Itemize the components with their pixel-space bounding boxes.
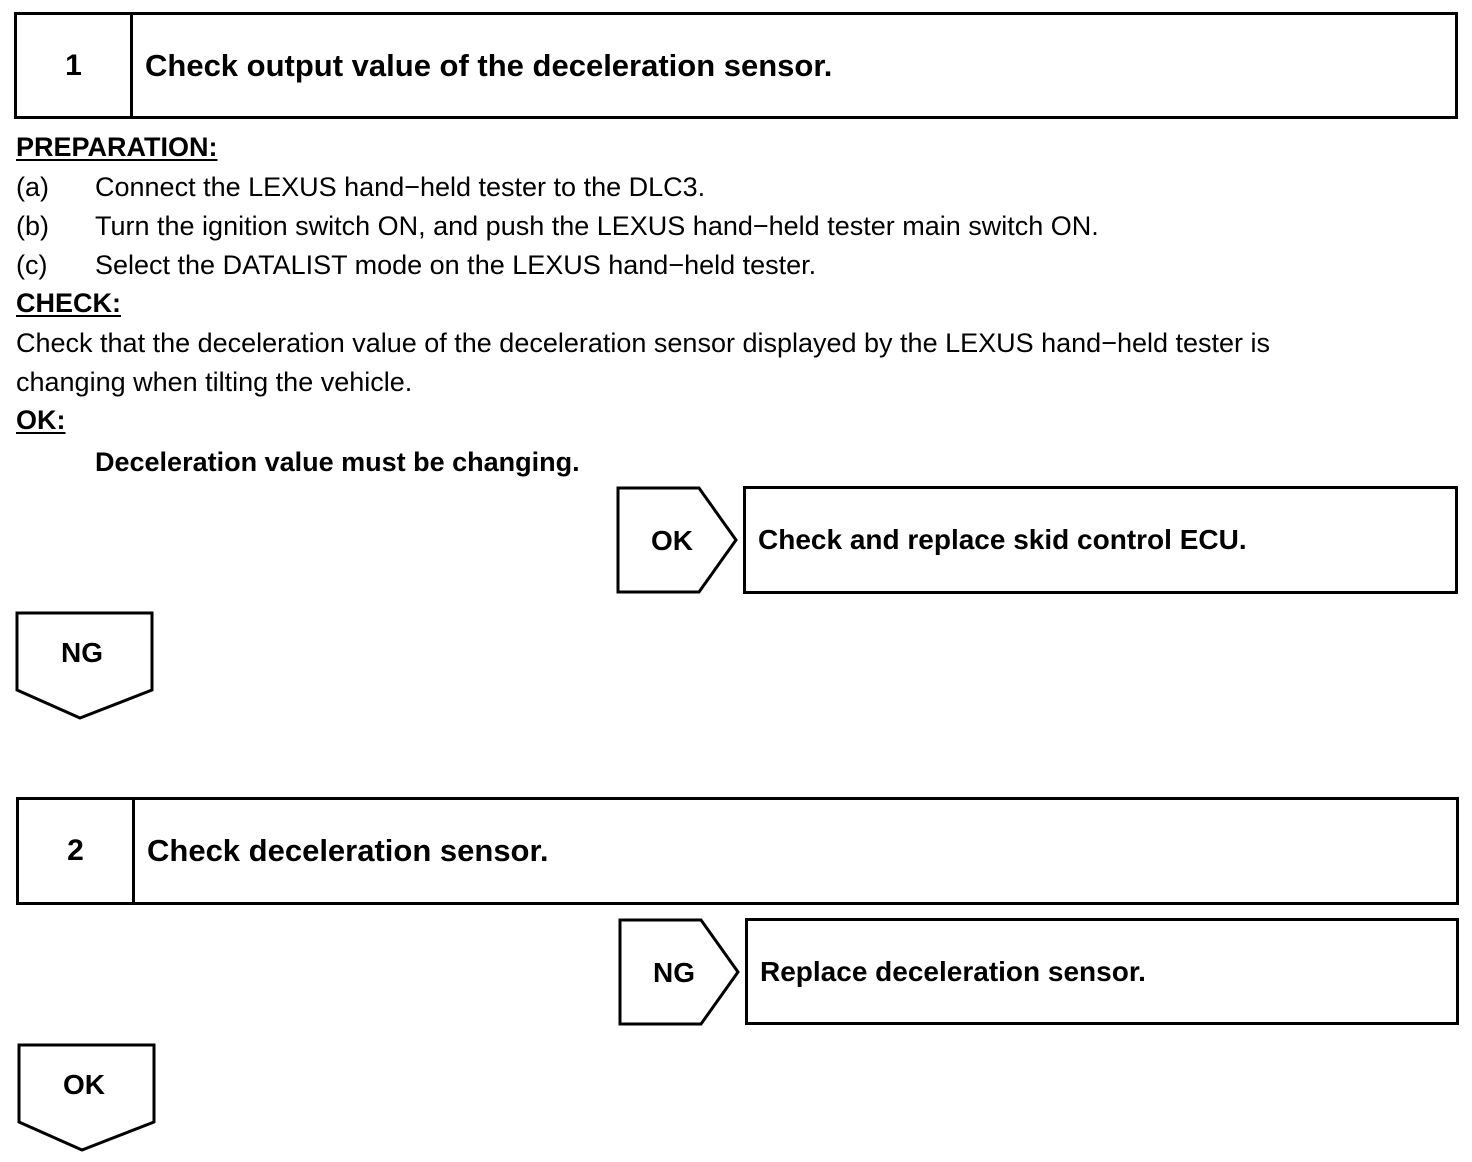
step-1-ng-down-label: NG: [61, 637, 103, 668]
ok-criterion: Deceleration value must be changing.: [95, 447, 580, 477]
prep-item-a-label: (a): [16, 172, 49, 202]
step-2-number: 2: [19, 800, 135, 902]
preparation-heading: PREPARATION:: [16, 132, 218, 162]
prep-item-c-label: (c): [16, 250, 48, 280]
prep-item-b-text: Turn the ignition switch ON, and push the LEXUS hand−held tester main switch ON.: [95, 211, 1099, 241]
step-2-ng-result: Replace deceleration sensor.: [745, 918, 1459, 1025]
prep-item-a-text: Connect the LEXUS hand−held tester to the DLC3.: [95, 172, 706, 202]
step-2-ng-branch-arrow: [617, 917, 743, 1027]
step-1-title: Check output value of the deceleration sensor.: [145, 47, 833, 83]
check-heading: CHECK:: [16, 288, 121, 318]
step-1-ok-result: Check and replace skid control ECU.: [743, 486, 1458, 594]
step-2-ng-branch-label: NG: [653, 957, 695, 988]
step-1-ng-down-arrow: [14, 610, 156, 722]
step-2-title: Check deceleration sensor.: [147, 833, 549, 868]
step-1-ok-branch-label: OK: [651, 525, 693, 556]
step-2-ok-down-label: OK: [63, 1069, 105, 1100]
step-2-ok-down-arrow: [16, 1042, 158, 1154]
step-1-header: [14, 12, 1458, 119]
check-line-2: changing when tilting the vehicle.: [16, 367, 413, 397]
prep-item-b-label: (b): [16, 211, 49, 241]
step-1-number: 1: [17, 15, 133, 116]
step-2-header: [16, 797, 1459, 905]
ok-heading: OK:: [16, 405, 66, 435]
prep-item-c-text: Select the DATALIST mode on the LEXUS hand−held tester.: [95, 250, 817, 280]
check-line-1: Check that the deceleration value of the deceleration sensor displayed by the LEXUS hand−held tester is: [16, 328, 1271, 358]
step-1-ok-branch-arrow: [615, 485, 741, 595]
